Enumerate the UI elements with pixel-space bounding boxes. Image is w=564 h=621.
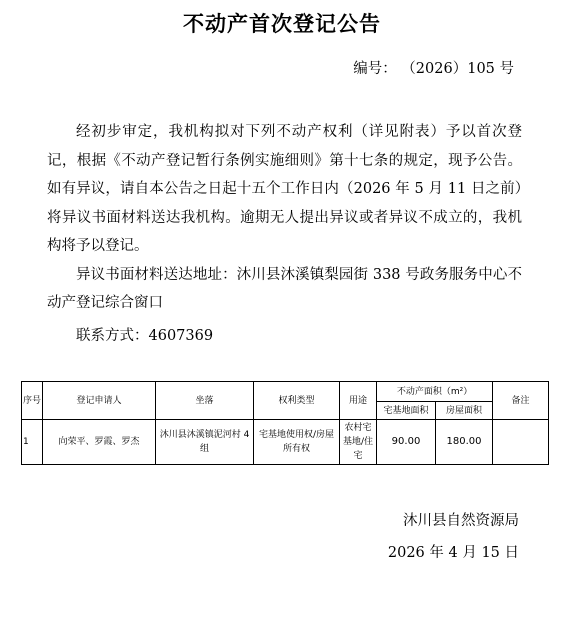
announcement-body	[47, 118, 522, 350]
contact-line	[47, 322, 522, 351]
header-remarks: 备注	[493, 382, 549, 420]
cell-remarks	[493, 420, 549, 465]
cell-land-area: 90.00	[377, 420, 436, 465]
cell-right-type: 宅基地使用权/房屋所有权	[254, 420, 340, 465]
issuing-organization: 沐川县自然资源局	[403, 513, 519, 529]
page-title: 不动产首次登记公告	[183, 12, 381, 36]
table-header-row	[22, 382, 549, 402]
contact-label: 联系方式：	[76, 327, 149, 344]
header-right-type: 权利类型	[254, 382, 340, 420]
header-location: 坐落	[156, 382, 254, 420]
announcement-paragraph: 经初步审定，我机构拟对下列不动产权利（详见附表）予以首次登记，根据《不动产登记暂行条例实施细则》第十七条的规定，现予公告。如有异议，请自本公告之日起十五个工作日内（2026 年 5 月 11 日之前）将异议书面材料送达我机构。逾期无人提出异议或者异议不成立的，我机构将予以登记。	[47, 124, 522, 254]
cell-usage: 农村宅基地/住宅	[340, 420, 377, 465]
cell-seq: 1	[22, 420, 43, 465]
cell-applicant: 向荣平、罗霞、罗杰	[43, 420, 156, 465]
objection-address-paragraph: 异议书面材料送达地址：沐川县沐溪镇梨园街 338 号政务服务中心不动产登记综合窗口	[47, 266, 522, 311]
document-number: 编号： （2026）105 号	[353, 61, 514, 77]
cell-location: 沐川县沐溪镇泥河村 4 组	[156, 420, 254, 465]
header-house-area: 房屋面积	[436, 402, 493, 420]
issue-date: 2026 年 4 月 15 日	[387, 545, 519, 561]
header-land-area: 宅基地面积	[377, 402, 436, 420]
header-seq: 序号	[22, 382, 43, 420]
cell-house-area: 180.00	[436, 420, 493, 465]
registration-table	[21, 381, 549, 465]
header-area-group: 不动产面积（m²）	[377, 382, 493, 402]
header-applicant: 登记申请人	[43, 382, 156, 420]
table-row	[22, 420, 549, 465]
contact-phone: 4607369	[148, 327, 214, 344]
header-usage: 用途	[340, 382, 377, 420]
